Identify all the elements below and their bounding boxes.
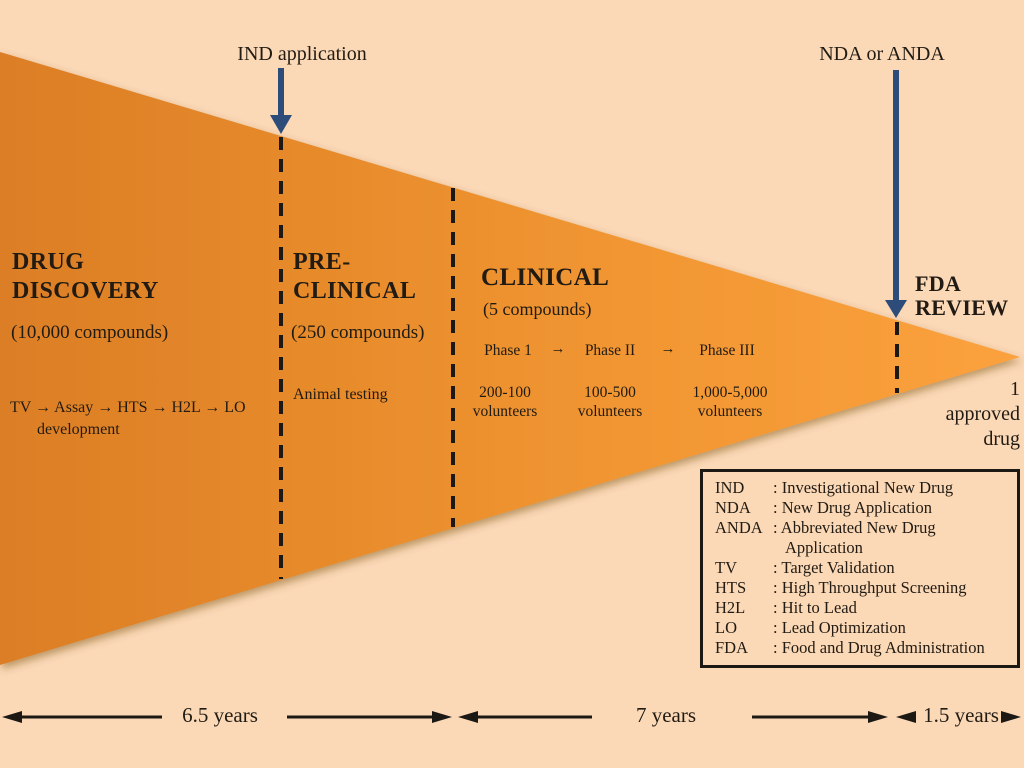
phase-1-volunteers [473,383,538,421]
phase-1-label: Phase 1 [484,342,532,359]
approved-drug-line3: drug [983,428,1020,450]
arrowhead-right-icon [432,711,452,723]
phase-1-volunteers-range: 200-100 [479,384,531,401]
timeline-label-discovery-preclinical: 6.5 years [182,703,258,727]
preclinical-title-line2: CLINICAL [293,278,417,304]
phase-2-volunteers [578,383,643,421]
approved-drug-line1: 1 [1010,378,1020,400]
legend-abbr: IND [715,478,745,497]
legend-row-nda [715,498,1009,518]
legend-abbr: NDA [715,498,751,517]
timeline-label-clinical: 7 years [635,703,697,727]
phase-2-label: Phase II [584,342,636,359]
phase-3-volunteers-range: 1,000-5,000 [692,384,768,401]
legend-row-lo [715,618,1009,638]
ind-application-label: IND application [237,43,367,65]
drug-discovery-process-line2: development [37,421,120,438]
arrowhead-left-icon [896,711,916,723]
phase-2-volunteers-word: volunteers [577,403,643,420]
legend-definition: : Target Validation [773,558,895,577]
legend-definition: : High Throughput Screening [773,578,967,597]
legend-row-h2l [715,598,1009,618]
phase-3-label: Phase III [699,342,755,359]
drug-discovery-compounds: (10,000 compounds) [11,322,169,343]
approved-drug-outcome [900,377,1020,452]
fda-review-title-line1: FDA [915,271,962,296]
fda-review-title-line2: REVIEW [915,295,1009,320]
drug-discovery-process [10,397,246,441]
legend-row-tv [715,558,1009,578]
legend-abbr: ANDA [715,518,763,537]
phase-3-volunteers [693,383,768,421]
clinical-compounds: (5 compounds) [483,299,592,319]
drug-discovery-process-line1: TV → Assay → HTS → H2L → LO [10,399,246,416]
preclinical-title [293,248,416,306]
arrowhead-right-icon [868,711,888,723]
legend-abbr: H2L [715,598,746,617]
legend-definition: : Abbreviated New Drug Application [773,518,936,557]
fda-review-title [915,272,1009,320]
legend-row-fda [715,638,1009,658]
legend-row-ind [715,478,1009,498]
phase-arrow-icon: → [660,341,676,357]
ind-milestone-arrow-icon [270,68,292,134]
arrowhead-right-icon [1001,711,1021,723]
legend-abbr: TV [715,558,737,577]
preclinical-compounds: (250 compounds) [291,322,425,343]
legend-row-hts [715,578,1009,598]
drug-discovery-title-line2: DISCOVERY [12,278,159,304]
preclinical-note: Animal testing [293,386,388,403]
abbreviation-legend [700,469,1020,668]
legend-row-anda [715,518,1009,558]
legend-abbr: LO [715,618,737,637]
legend-abbr: FDA [715,638,749,657]
approved-drug-line2: approved [945,403,1020,425]
phase-3-volunteers-word: volunteers [697,403,763,420]
phase-arrow-icon: → [550,341,566,357]
phase-2-volunteers-range: 100-500 [584,384,636,401]
nda-anda-label: NDA or ANDA [819,43,945,65]
legend-abbr: HTS [715,578,747,597]
legend-definition: : Lead Optimization [773,618,906,637]
nda-milestone-arrow-icon [885,70,907,318]
legend-definition: : Hit to Lead [773,598,857,617]
legend-definition: : New Drug Application [773,498,933,517]
clinical-title: CLINICAL [481,264,610,291]
drug-discovery-title [12,248,159,306]
legend-definition: : Investigational New Drug [773,478,954,497]
legend-definition: : Food and Drug Administration [773,638,985,657]
timeline-label-fda-review: 1.5 years [923,703,999,727]
drug-discovery-title-line1: DRUG [12,249,85,275]
preclinical-title-line1: PRE- [293,249,351,275]
phase-1-volunteers-word: volunteers [472,403,538,420]
